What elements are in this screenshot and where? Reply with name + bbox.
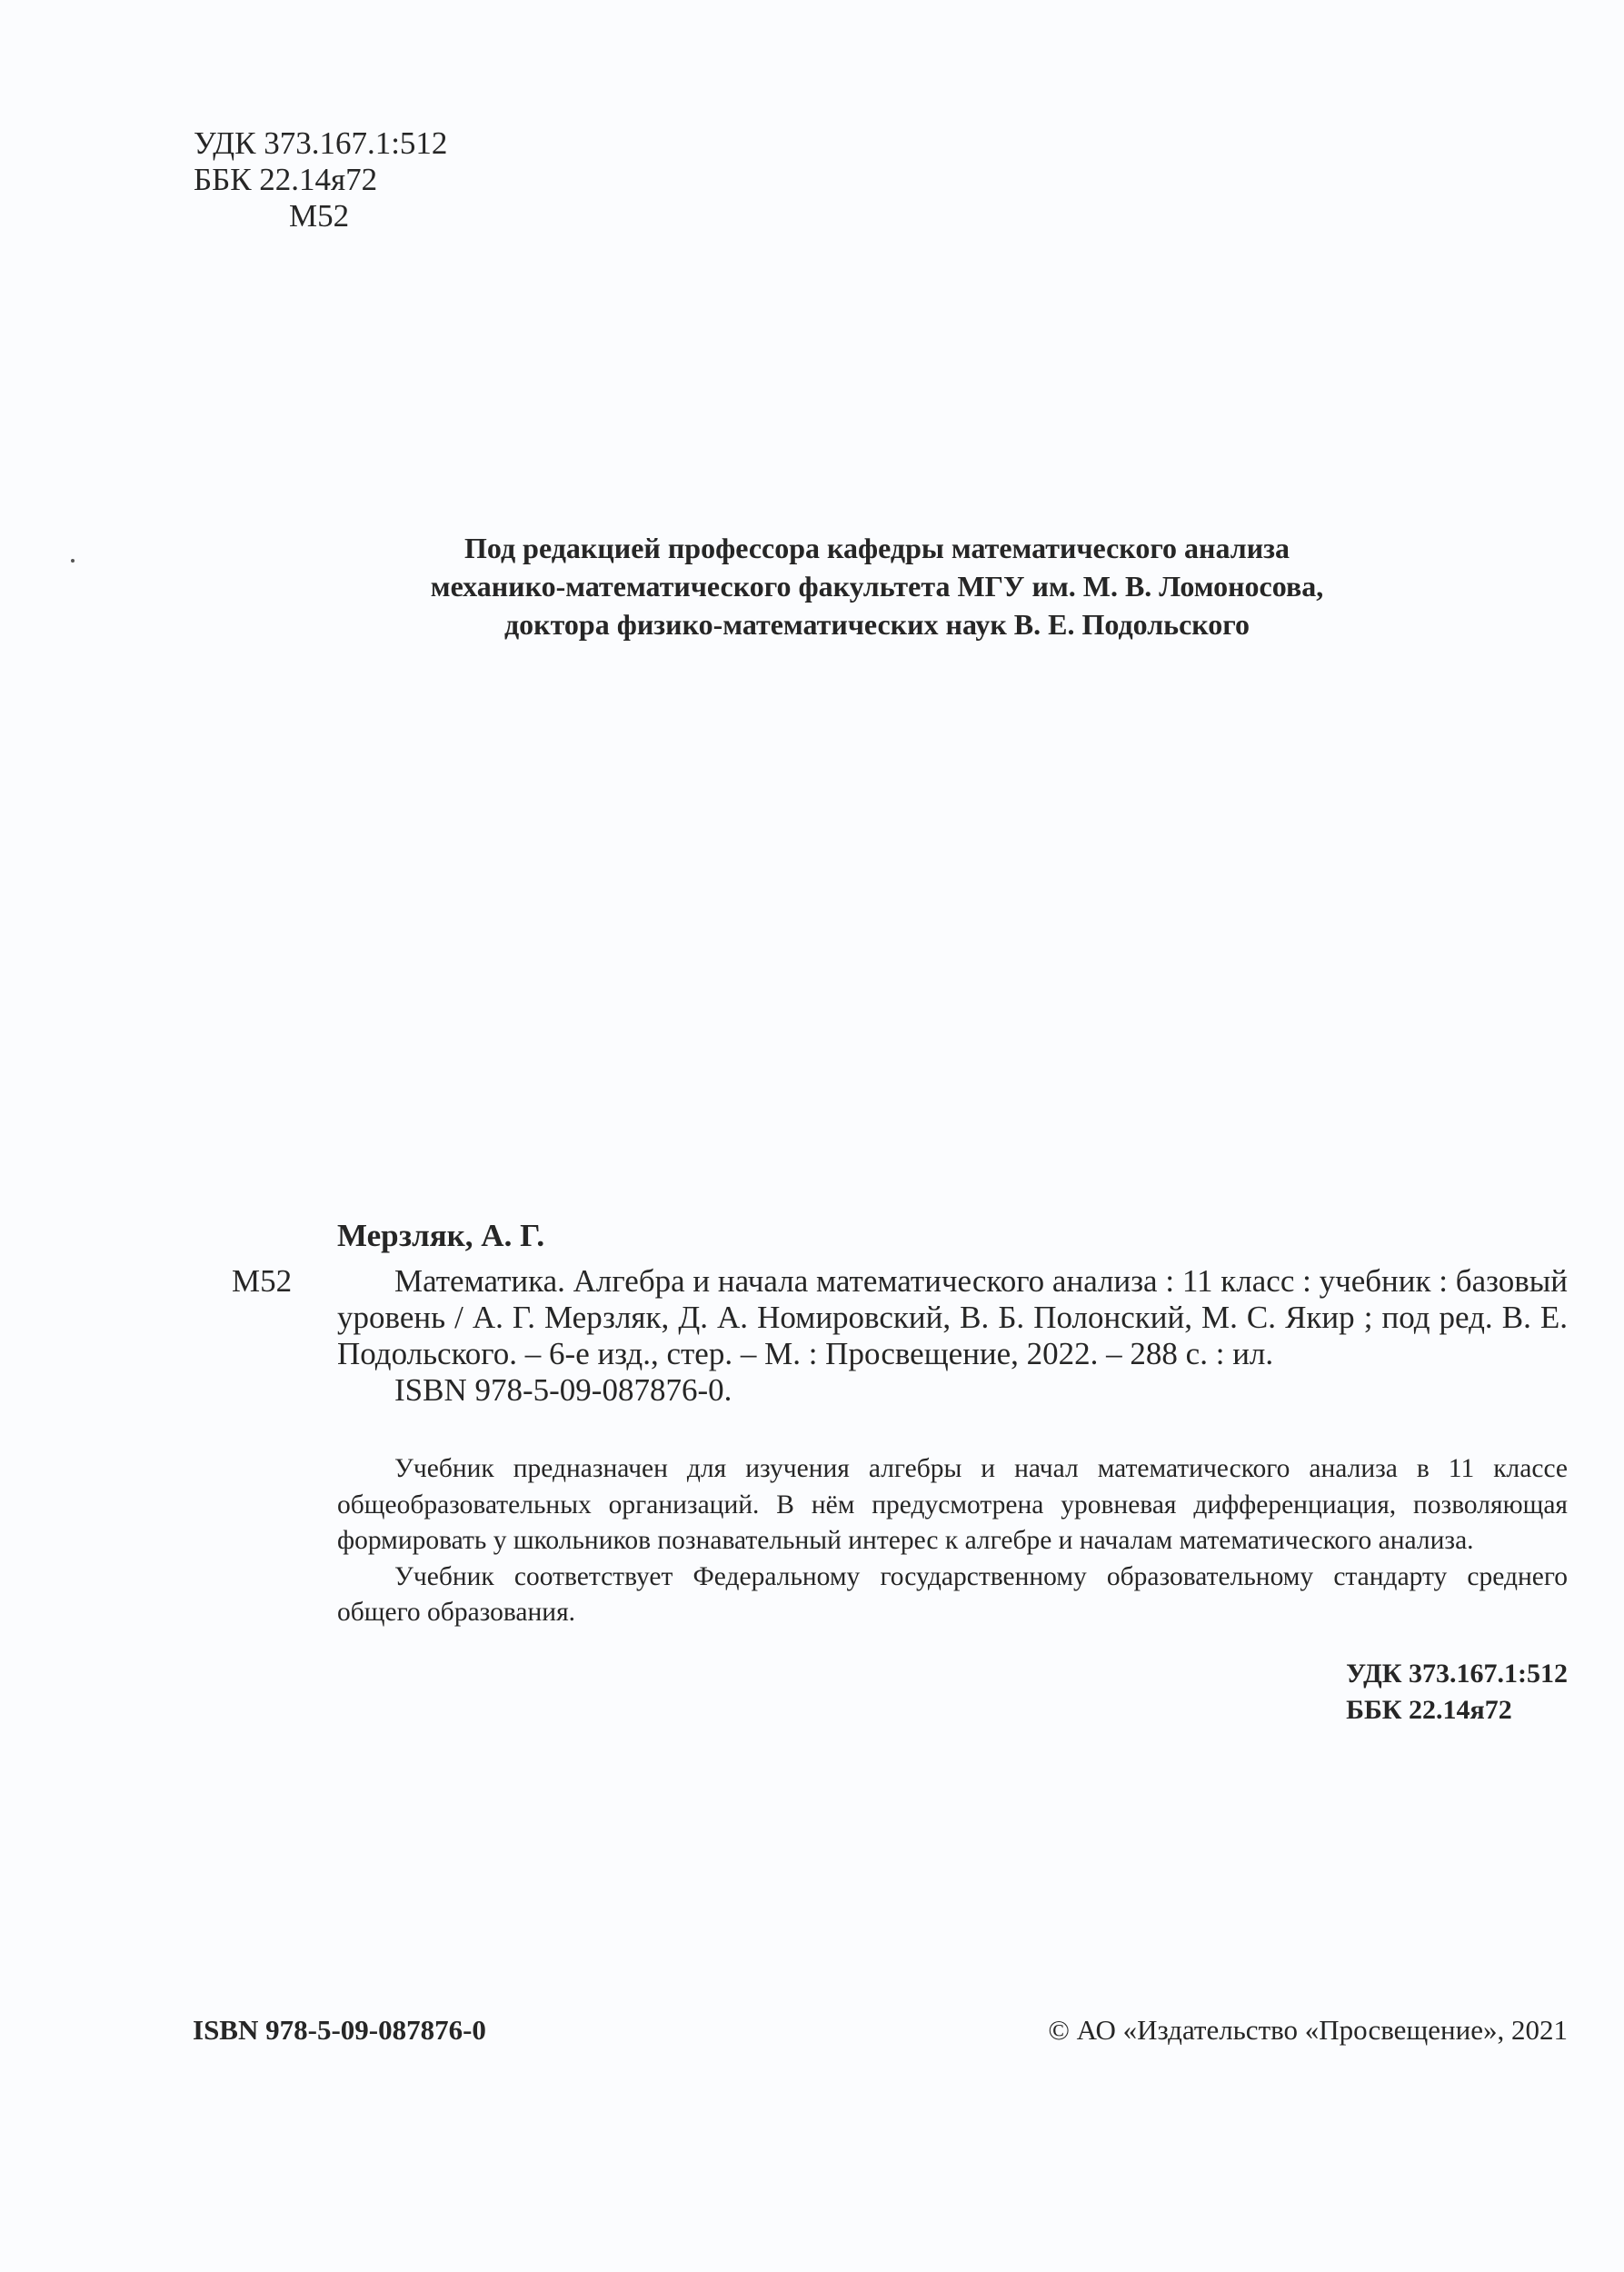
udk-code: УДК 373.167.1:512	[1346, 1659, 1568, 1689]
record-isbn: ISBN 978-5-09-087876-0.	[394, 1372, 732, 1408]
record-author: Мерзляк, А. Г.	[337, 1218, 545, 1253]
classification-footer	[1346, 1656, 1568, 1729]
footer-isbn: ISBN 978-5-09-087876-0	[193, 2014, 486, 2046]
copyright: © АО «Издательство «Просвещение», 2021	[1048, 2014, 1568, 2046]
bibliographic-record	[337, 1263, 1568, 1409]
bbk-code: ББК 22.14я72	[194, 162, 378, 197]
udk-code: УДК 373.167.1:512	[194, 125, 448, 161]
author-mark: М52	[289, 198, 350, 234]
editor-line: доктора физико-математических наук В. Е. Подольского	[503, 608, 1250, 641]
editor-line: Под редакцией профессора кафедры математического анализа	[463, 532, 1290, 564]
classification-header	[194, 125, 447, 234]
editor-credit	[273, 529, 1481, 643]
record-code: М52	[232, 1263, 293, 1299]
annotation-paragraph: Учебник предназначен для изучения алгебры и начал математического анализа в 11 классе общеобразовательных организаций. В нём предусмотрена уровневая дифференциация, позволяющая формировать у школьников познавательный интерес к алгебре и началам математического анализа.	[337, 1454, 1568, 1555]
record-description: Математика. Алгебра и начала математического анализа : 11 класс : учебник : базовый уровень / А. Г. Мерзляк, Д. А. Номировский, В. Б. Полонский, М. С. Якир ; под ред. В. Е. Подольского. – 6-е изд., стер. – М. : Просвещение, 2022. – 288 с. : ил.	[337, 1263, 1568, 1371]
annotation-paragraph: Учебник соответствует Федеральному государственному образовательному стандарту среднего общего образования.	[337, 1561, 1568, 1627]
editor-line: механико-математического факультета МГУ им. М. В. Ломоносова,	[430, 570, 1324, 603]
annotation	[337, 1451, 1568, 1631]
bbk-code: ББК 22.14я72	[1346, 1695, 1512, 1725]
scan-speck	[71, 559, 75, 563]
